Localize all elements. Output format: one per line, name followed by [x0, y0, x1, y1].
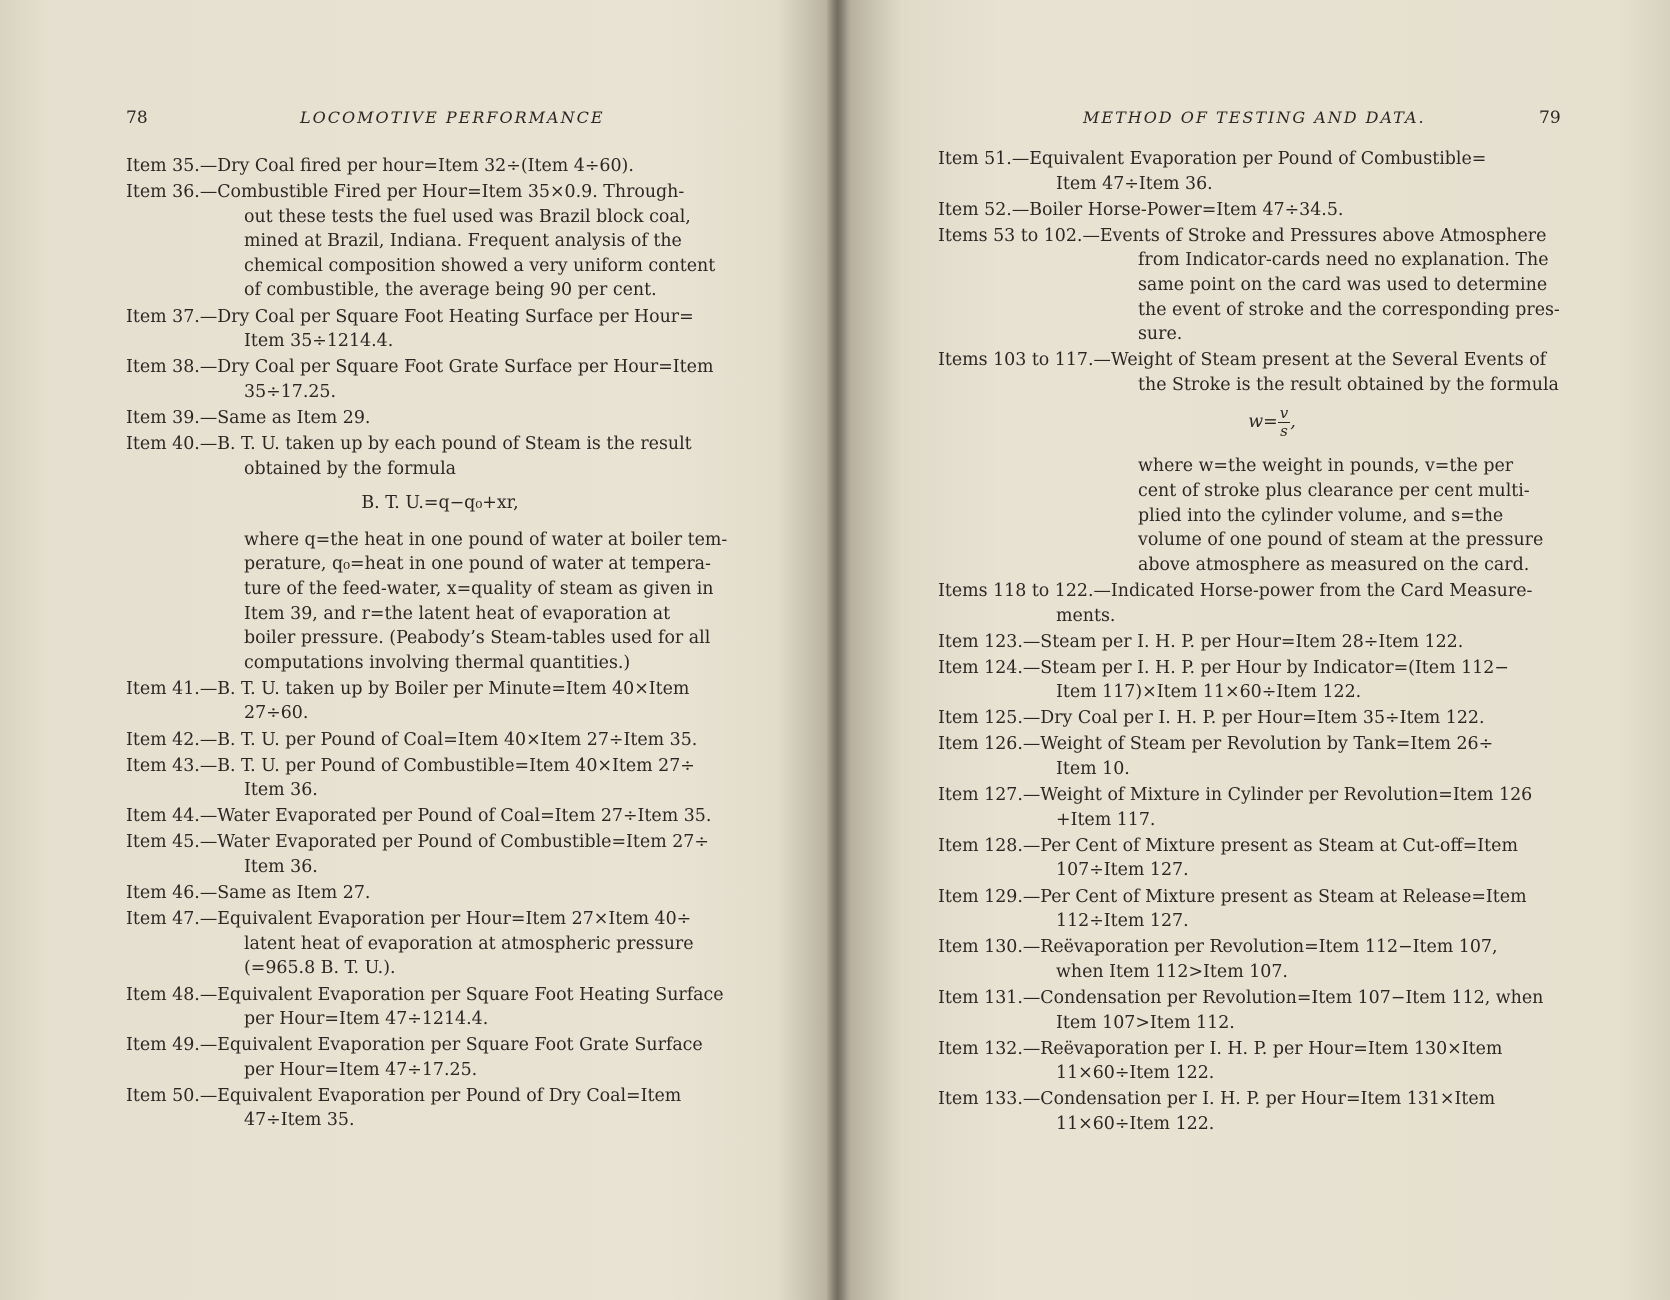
formula-tail: ,	[1290, 412, 1296, 433]
item-continuation-line: 47÷Item 35.	[244, 1110, 355, 1131]
item-entry	[938, 986, 1566, 1035]
item-line: Item 42.—B. T. U. per Pound of Coal=Item 40×Item 27÷Item 35.	[126, 729, 698, 750]
item-continuation-line: per Hour=Item 47÷1214.4.	[244, 1009, 489, 1030]
item-entry	[126, 804, 754, 829]
item-continuation-line: Item 10.	[1056, 759, 1130, 780]
item-entry	[938, 224, 1566, 347]
item-entry	[938, 1087, 1566, 1136]
formula-lhs: w=	[1248, 412, 1278, 433]
item-heading-line: Item 126.—Weight of Steam per Revolution by Tank=Item 26÷	[938, 734, 1494, 755]
item-heading-line: Item 38.—Dry Coal per Square Foot Grate Surface per Hour=Item	[126, 357, 714, 378]
item-entry	[126, 1084, 754, 1133]
item-entry	[938, 783, 1566, 832]
item-entry	[938, 147, 1566, 196]
item-continuation-line: (=965.8 B. T. U.).	[244, 958, 396, 979]
item-heading-line: Items 53 to 102.—Events of Stroke and Pressures above Atmosphere	[938, 225, 1547, 246]
item-entry	[126, 754, 754, 803]
item-continuation-line: Item 36.	[244, 780, 318, 801]
item-continuation-line: Item 47÷Item 36.	[1056, 173, 1213, 194]
item-heading-line: Item 132.—Reëvaporation per I. H. P. per Hour=Item 130×Item	[938, 1038, 1503, 1059]
item-entry	[938, 1037, 1566, 1086]
item-continuation-line: sure.	[1138, 324, 1183, 345]
formula: B. T. U.=q−q₀+xr,	[361, 493, 519, 514]
item-heading-line: Item 40.—B. T. U. taken up by each pound of Steam is the result	[126, 434, 692, 455]
item-entry	[938, 885, 1566, 934]
item-continuation-line: Item 117)×Item 11×60÷Item 122.	[1056, 682, 1362, 703]
item-continuation-line: Item 107>Item 112.	[1056, 1012, 1235, 1033]
explanation-line: where w=the weight in pounds, v=the per	[1138, 456, 1514, 477]
item-heading-line: Items 118 to 122.—Indicated Horse-power from the Card Measure-	[938, 580, 1533, 601]
item-heading-line: Item 49.—Equivalent Evaporation per Square Foot Grate Surface	[126, 1035, 703, 1056]
item-continuation-line: from Indicator-cards need no explanation. The	[1138, 250, 1549, 271]
item-entry	[126, 355, 754, 404]
left-page-body	[126, 154, 754, 1135]
item-continuation-line: out these tests the fuel used was Brazil block coal,	[244, 206, 691, 227]
item-continuation-line: Item 35÷1214.4.	[244, 331, 394, 352]
item-entry	[126, 728, 754, 753]
item-continuation-line: 11×60÷Item 122.	[1056, 1063, 1215, 1084]
item-heading-line: Item 131.—Condensation per Revolution=Item 107−Item 112, when	[938, 987, 1544, 1008]
item-entry	[126, 677, 754, 726]
explanation-line: where q=the heat in one pound of water at boiler tem-	[244, 529, 728, 550]
explanation-line: ture of the feed-water, x=quality of steam as given in	[244, 579, 714, 599]
item-continuation-line: the Stroke is the result obtained by the formula	[1138, 374, 1559, 395]
item-heading-line: Item 127.—Weight of Mixture in Cylinder per Revolution=Item 126	[938, 785, 1533, 806]
item-continuation-line: 35÷17.25.	[244, 381, 337, 402]
left-page	[0, 0, 826, 1300]
fraction-denominator: s	[1280, 422, 1288, 441]
item-line: Item 46.—Same as Item 27.	[126, 883, 371, 904]
item-continuation-line: mined at Brazil, Indiana. Frequent analysis of the	[244, 231, 682, 252]
item-entry	[126, 432, 754, 481]
right-page-number: 79	[1539, 108, 1561, 128]
item-entry	[938, 198, 1566, 223]
right-page-body	[938, 147, 1566, 1138]
item-continuation-line: 107÷Item 127.	[1056, 860, 1189, 881]
item-line: Item 35.—Dry Coal fired per hour=Item 32÷(Item 4÷60).	[126, 156, 634, 176]
item-heading-line: Item 47.—Equivalent Evaporation per Hour=Item 27×Item 40÷	[126, 909, 692, 930]
item-entry	[938, 405, 1566, 440]
explanation-line: above atmosphere as measured on the card.	[1138, 554, 1530, 575]
left-running-head: LOCOMOTIVE PERFORMANCE	[300, 108, 605, 127]
item-heading-line: Item 43.—B. T. U. per Pound of Combustible=Item 40×Item 27÷	[126, 755, 695, 776]
item-entry	[126, 881, 754, 906]
item-heading-line: Item 129.—Per Cent of Mixture present as Steam at Release=Item	[938, 886, 1527, 907]
right-page	[848, 0, 1670, 1300]
item-entry	[126, 491, 754, 516]
item-continuation-line: 112÷Item 127.	[1056, 911, 1189, 932]
item-heading-line: Item 133.—Condensation per I. H. P. per Hour=Item 131×Item	[938, 1089, 1496, 1110]
item-line: Item 125.—Dry Coal per I. H. P. per Hour=Item 35÷Item 122.	[938, 708, 1485, 729]
explanation-line: computations involving thermal quantities.)	[244, 652, 631, 673]
item-heading-line: Item 48.—Equivalent Evaporation per Square Foot Heating Surface	[126, 984, 724, 1005]
explanation-line: volume of one pound of steam at the pressure	[1138, 530, 1544, 551]
item-heading-line: Item 36.—Combustible Fired per Hour=Item 35×0.9. Through-	[126, 182, 685, 203]
item-heading-line: Item 45.—Water Evaporated per Pound of Combustible=Item 27÷	[126, 832, 709, 853]
item-entry	[126, 830, 754, 879]
explanation-line: plied into the cylinder volume, and s=the	[1138, 505, 1504, 526]
item-line: Item 44.—Water Evaporated per Pound of Coal=Item 27÷Item 35.	[126, 806, 712, 827]
item-entry	[938, 579, 1566, 628]
item-entry	[126, 528, 754, 676]
item-continuation-line: chemical composition showed a very uniform content	[244, 255, 716, 276]
item-continuation-line: same point on the card was used to determine	[1138, 274, 1548, 295]
item-continuation-line: obtained by the formula	[244, 458, 457, 479]
item-entry	[126, 907, 754, 981]
explanation-line: Item 39, and r=the latent heat of evaporation at	[244, 603, 671, 624]
item-entry	[126, 406, 754, 431]
left-page-number: 78	[126, 108, 148, 128]
item-entry	[126, 305, 754, 354]
item-entry	[938, 834, 1566, 883]
item-entry	[938, 656, 1566, 705]
item-continuation-line: of combustible, the average being 90 per cent.	[244, 280, 657, 301]
item-line: Item 39.—Same as Item 29.	[126, 407, 371, 428]
item-entry	[938, 732, 1566, 781]
item-entry	[938, 630, 1566, 655]
item-continuation-line: +Item 117.	[1056, 809, 1156, 830]
item-line: Item 52.—Boiler Horse-Power=Item 47÷34.5.	[938, 199, 1344, 220]
fraction-numerator: v	[1279, 404, 1289, 423]
item-entry	[126, 180, 754, 303]
item-heading-line: Item 51.—Equivalent Evaporation per Pound of Combustible=	[938, 149, 1487, 169]
item-continuation-line: 11×60÷Item 122.	[1056, 1113, 1215, 1134]
fraction	[1278, 405, 1290, 440]
item-heading-line: Item 50.—Equivalent Evaporation per Pound of Dry Coal=Item	[126, 1085, 682, 1106]
explanation-line: perature, q₀=heat in one pound of water at tempera-	[244, 554, 711, 575]
item-continuation-line: per Hour=Item 47÷17.25.	[244, 1059, 478, 1080]
item-continuation-line: when Item 112>Item 107.	[1056, 961, 1288, 982]
item-entry	[938, 454, 1566, 577]
item-continuation-line: 27÷60.	[244, 703, 309, 724]
item-heading-line: Item 41.—B. T. U. taken up by Boiler per Minute=Item 40×Item	[126, 678, 690, 699]
item-heading-line: Item 128.—Per Cent of Mixture present as Steam at Cut-off=Item	[938, 835, 1518, 856]
item-entry	[938, 348, 1566, 397]
item-heading-line: Items 103 to 117.—Weight of Steam present at the Several Events of	[938, 350, 1547, 371]
explanation-line: boiler pressure. (Peabody’s Steam-tables used for all	[244, 628, 711, 649]
item-entry	[938, 935, 1566, 984]
item-entry	[126, 154, 754, 179]
right-running-head: METHOD OF TESTING AND DATA.	[1083, 108, 1426, 127]
item-continuation-line: the event of stroke and the corresponding pres-	[1138, 299, 1560, 320]
item-entry	[938, 706, 1566, 731]
explanation-line: cent of stroke plus clearance per cent multi-	[1138, 481, 1530, 502]
item-continuation-line: Item 36.	[244, 857, 318, 878]
book-gutter	[826, 0, 848, 1300]
item-heading-line: Item 130.—Reëvaporation per Revolution=Item 112−Item 107,	[938, 937, 1498, 958]
item-heading-line: Item 37.—Dry Coal per Square Foot Heating Surface per Hour=	[126, 306, 694, 327]
item-entry	[126, 1033, 754, 1082]
item-heading-line: Item 124.—Steam per I. H. P. per Hour by Indicator=(Item 112−	[938, 657, 1509, 678]
fraction-formula	[978, 405, 1566, 440]
item-continuation-line: ments.	[1056, 605, 1116, 626]
item-continuation-line: latent heat of evaporation at atmospheric pressure	[244, 933, 694, 954]
item-entry	[126, 983, 754, 1032]
item-line: Item 123.—Steam per I. H. P. per Hour=Item 28÷Item 122.	[938, 631, 1464, 652]
